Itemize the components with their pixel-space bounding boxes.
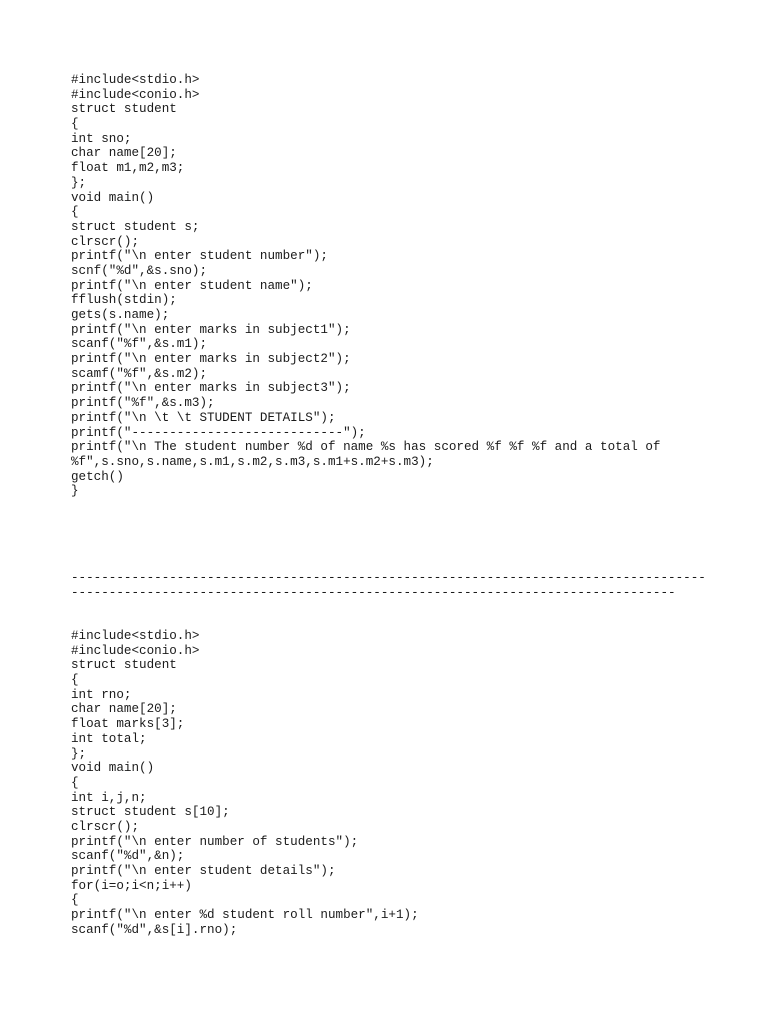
code-line: #include<conio.h> — [71, 87, 200, 102]
code-line: printf("\n enter marks in subject3"); — [71, 381, 351, 396]
code-line: printf("\n The student number %d of name %s has scored %f %f %f and a total of — [71, 440, 661, 455]
code-line: { — [71, 205, 79, 220]
code-line: printf("%f",&s.m3); — [71, 396, 215, 411]
code-line: scnf("%d",&s.sno); — [71, 263, 208, 278]
code-line: } — [71, 484, 79, 499]
code-line: #include<stdio.h> — [71, 73, 200, 87]
code-line: for(i=o;i<n;i++) — [71, 878, 192, 893]
code-line: { — [71, 117, 79, 132]
code-line: clrscr(); — [71, 234, 140, 249]
code-line: struct student — [71, 658, 177, 673]
code-line: int i,j,n; — [71, 790, 147, 805]
code-line: { — [71, 893, 79, 908]
code-line: ------------------------------------------------------------------------------------ — [71, 571, 706, 585]
code-line: { — [71, 775, 79, 790]
code-line: printf("----------------------------"); — [71, 425, 366, 440]
separator-line — [71, 571, 706, 600]
code-block-1 — [71, 73, 660, 499]
code-line: printf("\n enter %d student roll number",i+1); — [71, 908, 419, 923]
code-line: %f",s.sno,s.name,s.m1,s.m2,s.m3,s.m1+s.m2+s.m3); — [71, 454, 434, 469]
code-line: getch() — [71, 469, 124, 484]
code-line: void main() — [71, 190, 155, 205]
code-line: int rno; — [71, 687, 132, 702]
code-line: printf("\n enter student name"); — [71, 278, 313, 293]
code-line: printf("\n enter marks in subject1"); — [71, 322, 351, 337]
code-line: #include<conio.h> — [71, 643, 200, 658]
code-line: #include<stdio.h> — [71, 629, 200, 643]
code-line: float marks[3]; — [71, 717, 185, 732]
code-line: char name[20]; — [71, 146, 177, 161]
code-line: printf("\n enter student number"); — [71, 249, 328, 264]
code-line: float m1,m2,m3; — [71, 161, 185, 176]
code-line: int sno; — [71, 131, 132, 146]
code-line: fflush(stdin); — [71, 293, 177, 308]
code-line: }; — [71, 746, 87, 761]
code-line: printf("\n enter student details"); — [71, 864, 336, 878]
code-line: gets(s.name); — [71, 308, 170, 322]
code-line: int total; — [71, 731, 147, 746]
code-line: clrscr(); — [71, 819, 140, 834]
code-line: void main() — [71, 761, 155, 776]
code-line: scanf("%f",&s.m1); — [71, 337, 208, 352]
code-block-2 — [71, 629, 419, 937]
code-line: char name[20]; — [71, 702, 177, 717]
code-line: -------------------------------------------------------------------------------- — [71, 585, 676, 600]
code-line: scamf("%f",&s.m2); — [71, 366, 208, 381]
code-line: { — [71, 673, 79, 688]
code-line: printf("\n enter marks in subject2"); — [71, 352, 351, 367]
code-line: struct student s[10]; — [71, 805, 230, 820]
code-line: struct student — [71, 102, 177, 117]
code-line: struct student s; — [71, 219, 200, 234]
code-line: printf("\n enter number of students"); — [71, 834, 359, 849]
code-line: printf("\n \t \t STUDENT DETAILS"); — [71, 410, 336, 425]
code-line: scanf("%d",&n); — [71, 849, 185, 864]
code-line: }; — [71, 175, 87, 190]
code-line: scanf("%d",&s[i].rno); — [71, 922, 238, 937]
